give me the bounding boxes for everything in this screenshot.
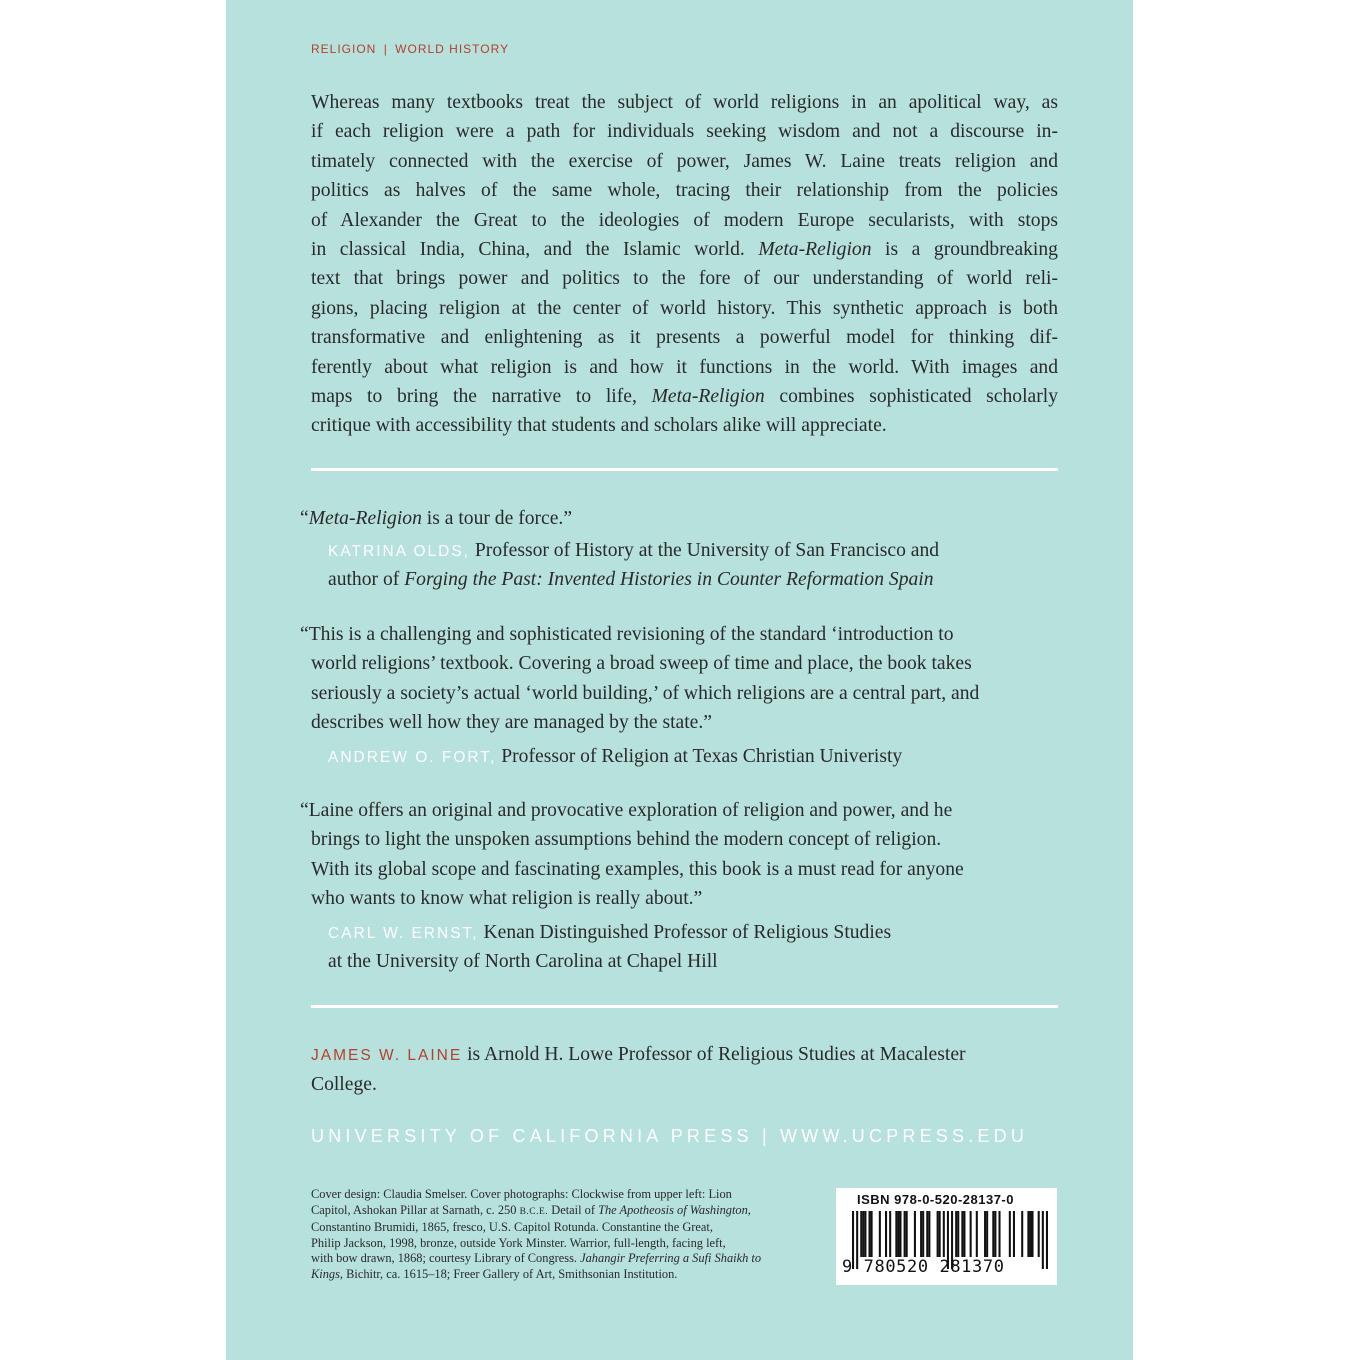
category-separator: | bbox=[383, 42, 388, 56]
isbn-label: ISBN 978-0-520-28137-0 bbox=[857, 1192, 1014, 1207]
blurb-line: ferently about what religion is and how it functions in the world. With images and bbox=[311, 356, 1058, 378]
cover-credits bbox=[311, 1187, 811, 1283]
barcode-bar bbox=[994, 1211, 996, 1257]
quote-line: With its global scope and fascinating examples, this book is a must read for anyone bbox=[311, 858, 964, 880]
barcode-bar bbox=[961, 1211, 963, 1257]
blurb-line: Whereas many textbooks treat the subject of world religions in an apolitical way, as bbox=[311, 92, 1058, 113]
barcode-bar bbox=[869, 1211, 871, 1257]
quote-line: “Laine offers an original and provocative exploration of religion and power, and he bbox=[300, 800, 953, 821]
barcode-bar bbox=[1027, 1211, 1029, 1257]
endorsement-quote bbox=[300, 620, 1060, 738]
barcode-bar bbox=[1021, 1211, 1023, 1257]
blurb-line: transformative and enlightening as it presents a powerful model for thinking dif- bbox=[311, 327, 1058, 349]
barcode-bar bbox=[906, 1211, 908, 1257]
divider bbox=[311, 1005, 1058, 1008]
blurb-text: in classical India, China, and the Islamic world. bbox=[311, 239, 745, 261]
barcode-bar bbox=[889, 1211, 891, 1257]
endorser-name: ANDREW O. FORT, bbox=[328, 749, 497, 766]
barcode-bar bbox=[1029, 1211, 1031, 1257]
quote-line: seriously a society’s actual ‘world building,’ of which religions are a central part, and bbox=[311, 682, 980, 704]
blurb-book-title: Meta-Religion bbox=[651, 386, 765, 408]
credits-era: B.C.E. bbox=[519, 1206, 549, 1217]
barcode-bar bbox=[897, 1211, 899, 1257]
barcode-bar bbox=[970, 1211, 972, 1257]
barcode-bar bbox=[895, 1211, 897, 1257]
blurb-line: if each religion were a path for individuals seeking wisdom and not a discourse in- bbox=[311, 121, 1058, 143]
barcode-digits: 9 780520 281370 bbox=[842, 1257, 1005, 1277]
barcode-bar bbox=[879, 1211, 881, 1257]
credits-artwork-title: Jahangir Preferring a Sufi Shaikh to bbox=[580, 1251, 762, 1266]
endorser-name: KATRINA OLDS, bbox=[328, 543, 470, 560]
author-bio bbox=[311, 1040, 1058, 1100]
divider bbox=[311, 468, 1058, 471]
barcode-bar bbox=[864, 1211, 866, 1257]
endorsement-attribution bbox=[328, 742, 902, 772]
blurb-book-title: Meta-Religion bbox=[758, 239, 872, 261]
blurb-line: timately connected with the exercise of power, James W. Laine treats religion and bbox=[311, 150, 1058, 172]
barcode-bar bbox=[928, 1211, 930, 1257]
book-description bbox=[311, 88, 1058, 441]
barcode-bar bbox=[926, 1211, 928, 1257]
quote-line: describes well how they are managed by the state.” bbox=[311, 712, 712, 734]
quote-line: world religions’ textbook. Covering a broad sweep of time and place, the book takes bbox=[311, 653, 972, 675]
endorsement-attribution bbox=[328, 565, 934, 594]
barcode-bar bbox=[1009, 1211, 1011, 1257]
endorser-affiliation: at the University of North Carolina at Chapel Hill bbox=[328, 951, 718, 972]
credits-line bbox=[311, 1203, 811, 1221]
barcode-bar bbox=[957, 1211, 959, 1257]
credits-line bbox=[311, 1267, 811, 1283]
endorser-affiliation: Kenan Distinguished Professor of Religious Studies bbox=[478, 922, 892, 943]
author-name: JAMES W. LAINE bbox=[311, 1047, 463, 1064]
quote-line: brings to light the unspoken assumptions behind the modern concept of religion. bbox=[311, 829, 942, 851]
barcode-bar bbox=[920, 1211, 922, 1257]
quote-text: is a tour de force.” bbox=[421, 508, 573, 529]
credits-line: Cover design: Claudia Smelser. Cover photographs: Clockwise from upper left: Lion bbox=[311, 1187, 732, 1201]
credits-line bbox=[311, 1251, 811, 1267]
barcode-bar bbox=[976, 1211, 978, 1257]
blurb-line: text that brings power and politics to the fore of our understanding of world reli- bbox=[311, 268, 1058, 290]
quote-line: who wants to know what religion is really about.” bbox=[311, 888, 703, 910]
blurb-line: gions, placing religion at the center of world history. This synthetic approach is both bbox=[311, 297, 1058, 319]
barcode-bar bbox=[984, 1211, 986, 1257]
endorsement-quote bbox=[300, 796, 1060, 914]
credits-text: with bow drawn, 1868; courtesy Library of Congress. bbox=[311, 1251, 581, 1266]
barcode-bar bbox=[943, 1211, 945, 1257]
endorsement-attribution bbox=[328, 918, 891, 948]
endorser-name: CARL W. ERNST, bbox=[328, 925, 479, 942]
endorser-book-title: Forging the Past: Invented Histories in Counter Reformation Spain bbox=[404, 569, 934, 590]
blurb-text: combines sophisticated scholarly bbox=[764, 386, 1059, 408]
barcode-bar bbox=[1046, 1211, 1048, 1269]
blurb-text: is a groundbreaking bbox=[871, 239, 1058, 261]
barcode-bar bbox=[1013, 1211, 1015, 1257]
blurb-line bbox=[311, 235, 1058, 264]
author-bio-line: College. bbox=[311, 1074, 377, 1096]
blurb-line: critique with accessibility that students and scholars alike will appreciate. bbox=[311, 415, 887, 437]
barcode-bar bbox=[963, 1211, 965, 1257]
credits-artwork-title: The Apotheosis of Washington, bbox=[598, 1202, 751, 1217]
barcode-bar bbox=[904, 1211, 906, 1257]
blurb-line: politics as halves of the same whole, tracing their relationship from the policies bbox=[311, 180, 1058, 202]
barcode-bar bbox=[862, 1211, 864, 1257]
endorsement-quote bbox=[300, 504, 1060, 533]
barcode-bar bbox=[1031, 1211, 1033, 1257]
category-religion: RELIGION bbox=[311, 42, 377, 56]
author-bio-line bbox=[311, 1040, 1058, 1070]
barcode-bar bbox=[871, 1211, 873, 1257]
endorser-affiliation: Professor of History at the University of San Francisco and bbox=[470, 540, 940, 561]
barcode-bar bbox=[860, 1211, 862, 1257]
endorser-affiliation: Professor of Religion at Texas Christian Univeristy bbox=[496, 746, 903, 767]
quote-line bbox=[300, 504, 1060, 533]
barcode-bar bbox=[998, 1211, 1000, 1257]
barcode-bar bbox=[939, 1211, 941, 1257]
credits-line: Constantino Brumidi, 1865, fresco, U.S. Capitol Rotunda. Constantine the Great, bbox=[311, 1220, 713, 1235]
endorser-affiliation: author of bbox=[328, 569, 405, 590]
barcode-bar bbox=[1042, 1211, 1044, 1269]
credits-text: Detail of bbox=[548, 1202, 599, 1217]
category-header bbox=[311, 42, 509, 56]
category-world-history: WORLD HISTORY bbox=[395, 42, 510, 56]
barcode-bar bbox=[986, 1211, 988, 1257]
barcode-bar bbox=[955, 1211, 957, 1257]
publisher-line: UNIVERSITY OF CALIFORNIA PRESS | WWW.UCPRESS.EDU bbox=[311, 1126, 1029, 1146]
credits-line: Philip Jackson, 1998, bronze, outside York Minster. Warrior, full-length, facing left, bbox=[311, 1235, 726, 1250]
blurb-text: maps to bring the narrative to life, bbox=[311, 386, 637, 408]
barcode-bar bbox=[937, 1211, 939, 1257]
credits-text: Capitol, Ashokan Pillar at Sarnath, c. 250 bbox=[311, 1202, 520, 1217]
barcode-bar bbox=[992, 1211, 994, 1257]
credits-artwork-title: Kings, bbox=[311, 1266, 344, 1281]
endorsement-attribution bbox=[328, 947, 718, 976]
blurb-line bbox=[311, 382, 1058, 411]
blurb-line: of Alexander the Great to the ideologies of modern Europe secularists, with stops bbox=[311, 209, 1058, 231]
barcode-bar bbox=[885, 1211, 887, 1257]
barcode-bar bbox=[899, 1211, 901, 1257]
barcode-bar bbox=[1038, 1211, 1040, 1257]
quote-line: “This is a challenging and sophisticated revisioning of the standard ‘introduction to bbox=[300, 624, 954, 645]
endorsement-attribution bbox=[328, 536, 939, 566]
barcode-bar bbox=[914, 1211, 916, 1257]
quote-open-mark: “ bbox=[300, 508, 309, 529]
barcode-bar bbox=[922, 1211, 924, 1257]
quote-book-title: Meta-Religion bbox=[308, 508, 422, 529]
credits-text: Bichitr, ca. 1615–18; Freer Gallery of Art, Smithsonian Institution. bbox=[343, 1266, 678, 1281]
author-bio-text: is Arnold H. Lowe Professor of Religious Studies at Macalester bbox=[462, 1044, 966, 1065]
